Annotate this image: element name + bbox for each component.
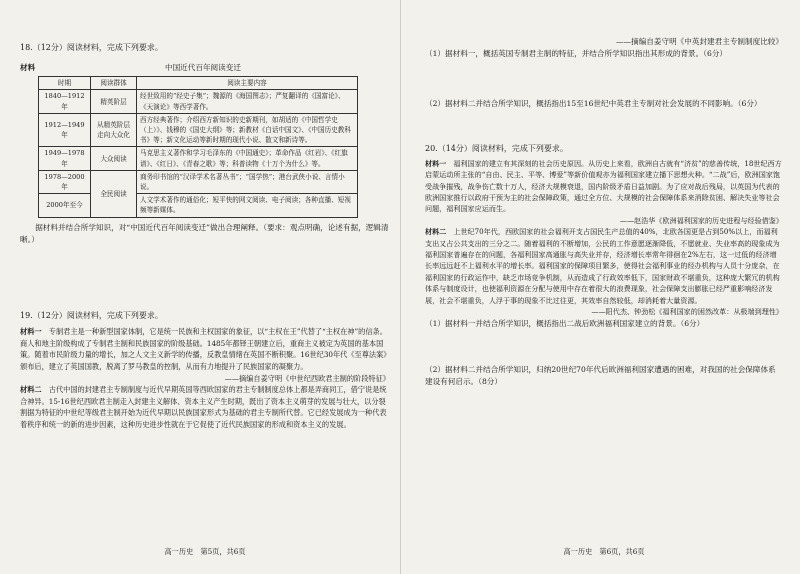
table-cell-period: 1949—1978年 — [39, 147, 91, 170]
q20-material-1 — [425, 158, 783, 215]
q19-m1-label: 材料一 — [20, 327, 42, 337]
q19-m2-text: 古代中国的封建君主专制制度与近代早期英国等西欧国家的君主专制制度总体上都是弄商同工，借宁说是统合神异。15-16世纪西欧君主制走入封建主义解体、资本主义产生时期，既出了资本主义萌芽的发展与壮大，以分裂割据为特征的中世纪等级君主制开始为近代早期以民族国家形式为基础的君主专制所代替。它已经发展成为一种代表着秩序和统一的新的进步因素，这种历史进步性就在于它促使了近代民族国家的形成和资本主义的发展。 — [20, 385, 387, 429]
q18-material-label: 材料 — [20, 63, 36, 73]
q19-m2-label: 材料二 — [20, 385, 42, 395]
q18-task: 据材料并结合所学知识，对“中国近代百年阅读变迁”做出合理阐释。（要求：观点明确，论述有据，逻辑清晰。） — [20, 222, 389, 244]
q20-m2-label: 材料二 — [425, 227, 447, 237]
table-cell-group: 从精英阶层走向大众化 — [91, 113, 137, 147]
page-fold-divider — [400, 0, 401, 574]
q19-task-2: （2）据材料二并结合所学知识，概括指出15至16世纪中英君主专制对社会发展的不同影响。（6分） — [425, 99, 762, 109]
table-row — [39, 90, 358, 113]
table-row — [39, 194, 358, 217]
table-cell-period: 1978—2000年 — [39, 170, 91, 193]
table-row — [39, 113, 358, 147]
q20-task-2: （2）据材料二并结合所学知识，归纳20世纪70年代后欧洲福利国家遭遇的困难，对我国的社会保障体系建设有何启示。（8分） — [425, 364, 776, 386]
page-6 — [425, 0, 783, 574]
table-row — [39, 170, 358, 193]
q19-m1-text: 专制君主是一种新型国家体制，它是统一民族和主权国家的象征，以“主权在王”代替了“主权在神”的信条。商人和地主阶级构成了专制君主制和民族国家的阶级基础。1485年都铎王朝建立后，重商主义被定为英国的基本国策。随着市民阶级力量的增长，加之人文主义新学的传播，反教皇情绪在英国不断积聚。16世纪30年代《至尊法案》颁布后，建立了英国国教，脱离了罗马教皇的控制，从而有力地提升了民族国家的凝聚力。 — [20, 327, 387, 372]
table-cell-content: 经世致用的“经史子集”；魏源的《海国图志》；严复翻译的《国富论》、《天演论》等西学著作。 — [137, 90, 358, 113]
table-cell-period: 2000年至今 — [39, 194, 91, 217]
page-5 — [20, 0, 390, 574]
table-cell-period: 1840—1912年 — [39, 90, 91, 113]
q20-heading: 20.（14分）阅读材料，完成下列要求。 — [425, 143, 568, 153]
table-cell-group: 精英阶层 — [91, 90, 137, 113]
table-header-cell: 时期 — [39, 77, 91, 90]
q19-material-1 — [20, 326, 390, 372]
q19-m2-source: ——摘编自姜守明《中英封建君主专制制度比较》 — [615, 37, 783, 46]
q18-table-title: 中国近代百年阅读变迁 — [165, 63, 241, 73]
q19-m1-source: ——摘编自姜守明《中世纪西欧君主制的阶段特征》 — [224, 373, 390, 383]
q20-m1-text: 福利国家的建立有其深刻的社会历史原因。从历史上来看，欧洲自古就有“济贫”的慈善传统，18世纪西方启蒙运动所主张的“自由、民主、平等、博爱”等新价值观亦为福利国家建立播下思想火种。“二战”后，欧洲国家饱受战争摧残，战争伤亡数十万人，经济大规模衰退，国内阶级矛盾日益加剧。为了应对战后残局，以英国为代表的欧洲国家推行以政府干预为主的社会保障政策，通过全方位、大规模的社会保障体系来消除贫困、解决失业等社会问题，福利国家应运而生。 — [425, 158, 782, 214]
page-footer-left: 高一历史 第5页，共6页 — [164, 546, 246, 556]
table-cell-content: 人文学术著作的通俗化；短平快的网文阅读、电子阅读；各种直播、短视频等新媒体。 — [137, 194, 358, 217]
q19-heading: 19.（12分）阅读材料，完成下列要求。 — [20, 311, 163, 321]
table-cell-period: 1912—1949年 — [39, 113, 91, 147]
table-cell-content: 西方经典著作；介绍西方新知识的史新期刊，如胡适的《中国哲学史（上）》、钱穆的《国史大纲》等；新教材《白话中国文》、《中国历史教科书》等；新文化运动等新时期的现代小说、散文和新诗等。 — [137, 113, 358, 147]
table-row — [39, 147, 358, 170]
reading-table — [38, 76, 358, 217]
q19-task-1: （1）据材料一，概括英国专制君主制的特征，并结合所学知识指出其形成的背景。（6分） — [425, 49, 728, 59]
table-header-row — [39, 77, 358, 90]
q20-m2-source: ——阳代杰、钟劲松《福利国家的困然改革：从极端到理性》 — [591, 307, 783, 317]
q20-m1-label: 材料一 — [425, 158, 447, 168]
table-cell-content: 马克思主义著作和学习毛泽东的《中国通史》；革命作品《红岩》、《红旗谱》、《红日》、《青春之歌》等；科普读物《十万个为什么》等。 — [137, 147, 358, 170]
table-cell-group: 全民阅读 — [91, 170, 137, 217]
page-footer-right: 高一历史 第6页，共6页 — [563, 546, 645, 556]
table-cell-content: 商务印书馆的“汉译学术名著丛书”；“国学热”；港台武侠小说、言情小说。 — [137, 170, 358, 193]
table-cell-group: 大众阅读 — [91, 147, 137, 170]
table-header-cell: 阅读群体 — [91, 77, 137, 90]
q19-material-2 — [20, 384, 390, 430]
q20-m1-source: ——赵浩华《欧洲福利国家的历史进程与经验借鉴》 — [619, 215, 783, 225]
table-header-cell: 阅读主要内容 — [137, 77, 358, 90]
q20-m2-text: 上世纪70年代，西欧国家的社会福利开支占国民生产总值的40%，北欧各国更是占到50%以上，而福利支出又占公共支出的三分之二。随着福利的不断增加，公民的工作意愿逐渐降低，不愿就业、失业率高的现象成为福利国家普遍存在的问题，各福利国家高通胀与高失业并存，经济增长率常年徘徊在2%左右，这一过低的经济增长率远远赶不上福利水平的增长率。福利国家的保障项目繁多，使得社会福利事业的经办机构与人员十分庞杂，在福利国家的行政运作中，缺乏市场竞争机制，从而造成了行政效率低下，国家财政不堪重负，这种庞大繁冗的机构体系与制度设计，也使福利资源在分配与使用中存在着很大的浪费现象，社会保障支出膨胀已经严重影响经济发展，社会不堪重负，人浮于事的现象不比过往更，其效率自然较低，却消耗着大量资源。 — [425, 227, 780, 305]
q20-material-2 — [425, 226, 783, 306]
q20-task-1: （1）据材料一并结合所学知识，概括指出二战后欧洲福利国家建立的背景。（6分） — [425, 318, 705, 328]
q18-heading: 18.（12分）阅读材料，完成下列要求。 — [20, 43, 163, 52]
